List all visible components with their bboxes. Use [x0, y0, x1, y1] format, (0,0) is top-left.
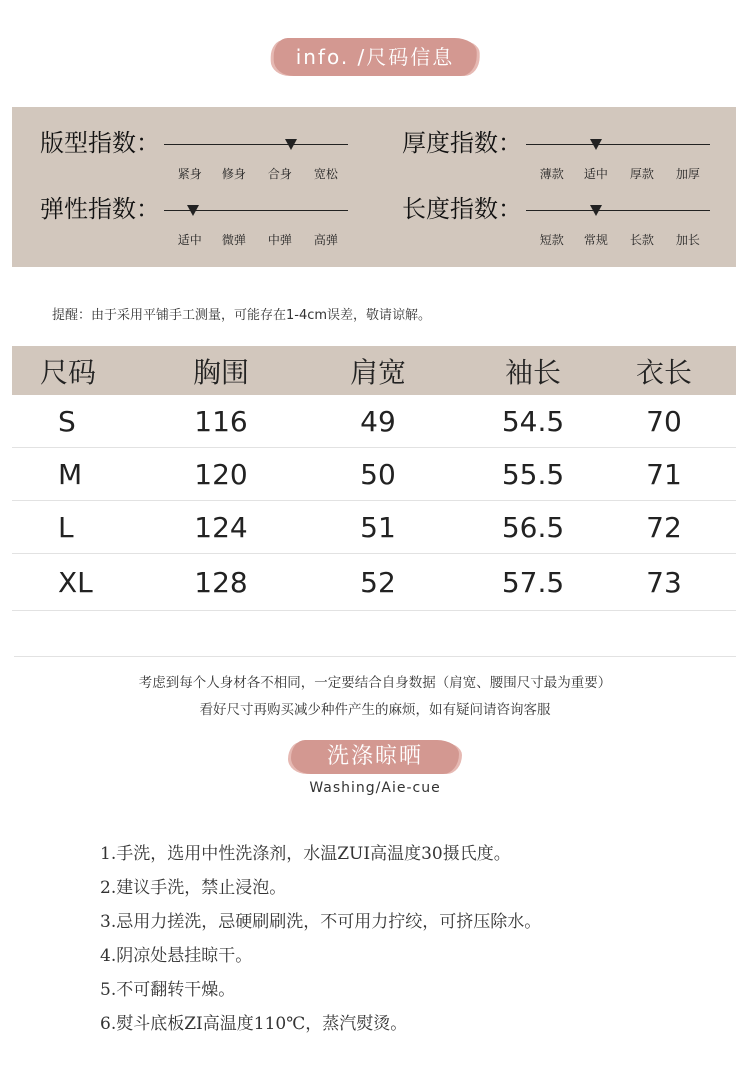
length-cell: 70 — [592, 395, 736, 448]
list-item: 2.建议手洗，禁止浸泡。 — [100, 878, 287, 898]
shoulder-cell: 51 — [282, 501, 474, 554]
size-cell: L — [12, 501, 160, 554]
scale-label: 适中 — [583, 167, 608, 181]
scale-label: 厚款 — [629, 167, 654, 181]
chest-cell: 120 — [160, 448, 282, 501]
scale-line — [526, 210, 710, 211]
sleeve-cell: 54.5 — [474, 395, 592, 448]
advice-line-1: 考虑到每个人身材各不相同，一定要结合自身数据（肩宽、腰围尺寸最为重要） — [138, 675, 612, 691]
length-cell: 71 — [592, 448, 736, 501]
shoulder-cell: 50 — [282, 448, 474, 501]
advice-line-2: 看好尺寸再购买减少种件产生的麻烦，如有疑问请咨询客服 — [199, 702, 551, 718]
list-item: 4.阴凉处悬挂晾干。 — [100, 946, 253, 966]
scale-marker — [285, 139, 297, 150]
chest-cell: 116 — [160, 395, 282, 448]
scale-label: 长款 — [629, 233, 654, 247]
scale-label: 中弹 — [267, 233, 292, 247]
washing-badge: 洗涤晾晒 — [291, 740, 459, 774]
header-length: 衣长 — [592, 346, 736, 395]
list-item: 3.忌用力搓洗，忌硬刷刷洗，不可用力拧绞，可挤压除水。 — [100, 912, 542, 932]
scale-label: 微弹 — [221, 233, 246, 247]
elasticity-scale-title: 弹性指数： — [40, 195, 160, 223]
header-size: 尺码 — [12, 346, 160, 395]
scale-label: 修身 — [221, 167, 246, 181]
sleeve-cell: 55.5 — [474, 448, 592, 501]
scale-marker — [187, 205, 199, 216]
scale-label: 高弹 — [313, 233, 338, 247]
chest-cell: 124 — [160, 501, 282, 554]
length-scale-title: 长度指数： — [402, 195, 522, 223]
scale-label: 加厚 — [675, 167, 700, 181]
scale-label: 紧身 — [177, 167, 202, 181]
scale-label: 加长 — [675, 233, 700, 247]
length-cell: 73 — [592, 554, 736, 611]
size-cell: XL — [12, 554, 160, 611]
size-cell: S — [12, 395, 160, 448]
washing-subtitle: Washing/Aie-cue — [309, 780, 441, 796]
sleeve-cell: 57.5 — [474, 554, 592, 611]
shoulder-cell: 49 — [282, 395, 474, 448]
chest-cell: 128 — [160, 554, 282, 611]
table-row — [12, 554, 736, 611]
measurement-note: 提醒：由于采用平铺手工测量，可能存在1-4cm误差，敬请谅解。 — [52, 308, 432, 323]
table-row — [12, 448, 736, 501]
scale-label: 宽松 — [313, 167, 338, 181]
shoulder-cell: 52 — [282, 554, 474, 611]
list-item: 1.手洗，选用中性洗涤剂，水温ZUI高温度30摄氏度。 — [100, 844, 511, 864]
fit-scale-title: 版型指数： — [40, 129, 160, 157]
table-row — [12, 501, 736, 554]
info-size-badge: info. /尺码信息 — [274, 38, 477, 76]
washing-instructions — [100, 841, 541, 1045]
size-cell: M — [12, 448, 160, 501]
header-shoulder: 肩宽 — [282, 346, 474, 395]
scale-label: 薄款 — [539, 167, 564, 181]
thickness-scale-title: 厚度指数： — [402, 129, 522, 157]
scale-line — [526, 144, 710, 145]
size-table — [12, 346, 736, 611]
scale-marker — [590, 205, 602, 216]
size-table-header — [12, 346, 736, 395]
fit-index-panel — [12, 107, 736, 267]
table-row — [12, 395, 736, 448]
length-cell: 72 — [592, 501, 736, 554]
list-item: 5.不可翻转干燥。 — [100, 980, 236, 1000]
scale-label: 适中 — [177, 233, 202, 247]
scale-label: 常规 — [583, 233, 608, 247]
header-sleeve: 袖长 — [474, 346, 592, 395]
scale-line — [164, 144, 348, 145]
header-chest: 胸围 — [160, 346, 282, 395]
scale-label: 短款 — [539, 233, 564, 247]
scale-marker — [590, 139, 602, 150]
section-divider — [14, 656, 736, 657]
sleeve-cell: 56.5 — [474, 501, 592, 554]
scale-label: 合身 — [267, 167, 292, 181]
list-item: 6.熨斗底板ZI高温度110℃，蒸汽熨烫。 — [100, 1014, 408, 1034]
